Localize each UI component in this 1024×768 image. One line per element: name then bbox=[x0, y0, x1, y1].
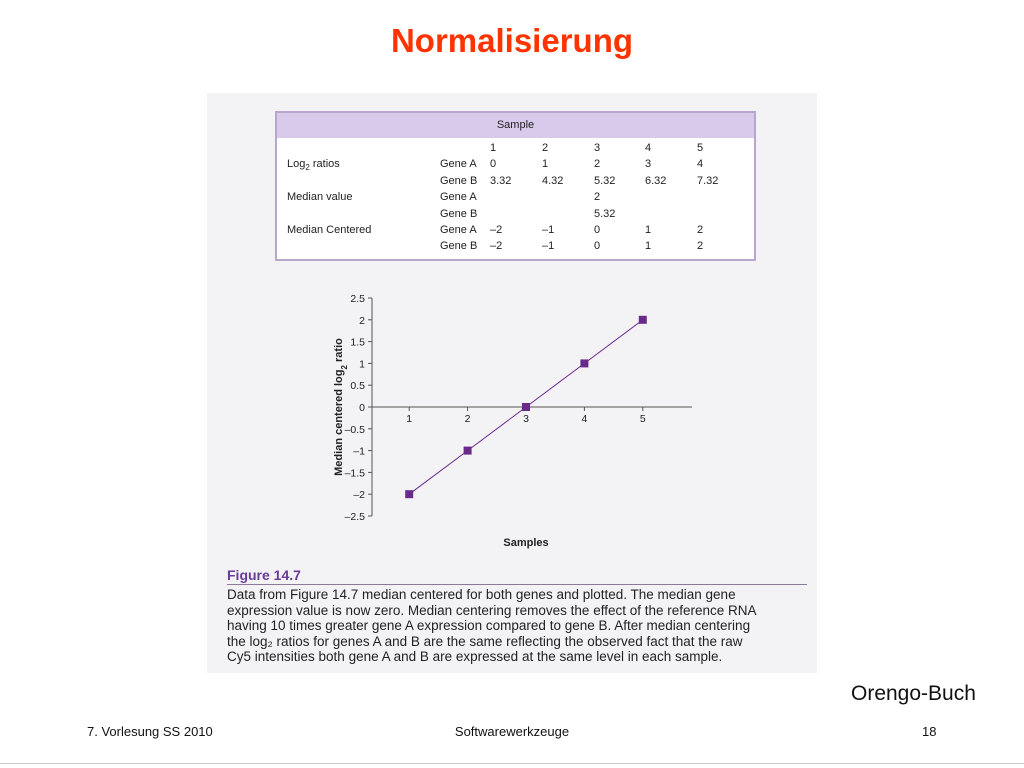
data-point bbox=[522, 403, 530, 411]
table-cell: 1 bbox=[645, 240, 652, 252]
data-point bbox=[580, 359, 588, 367]
table-cell: 5.32 bbox=[594, 175, 616, 187]
median-value-label: Median value bbox=[287, 191, 353, 203]
x-tick-label: 4 bbox=[581, 413, 588, 425]
y-tick-label: 2 bbox=[359, 314, 365, 327]
data-point bbox=[464, 447, 472, 455]
footer-course: Softwarewerkzeuge bbox=[454, 724, 570, 739]
figure-divider bbox=[227, 584, 807, 585]
table-cell: 3 bbox=[645, 158, 652, 170]
table-cell: –1 bbox=[542, 224, 555, 236]
sample-number: 1 bbox=[490, 142, 497, 154]
y-tick-label: –2 bbox=[353, 489, 365, 502]
x-tick-label: 5 bbox=[639, 413, 646, 425]
table-cell: 5.32 bbox=[594, 208, 616, 220]
table-cell: 4 bbox=[697, 158, 704, 170]
table-cell: 4.32 bbox=[542, 175, 564, 187]
caption-line: the log₂ ratios for genes A and B are the same reflecting the observed fact that the raw bbox=[227, 633, 743, 649]
table-cell: –2 bbox=[490, 224, 503, 236]
sample-number: 3 bbox=[594, 142, 601, 154]
caption-line: Cy5 intensities both gene A and B are expressed at the same level in each sample. bbox=[227, 649, 723, 665]
caption-line: Data from Figure 14.7 median centered for both genes and plotted. The median gene bbox=[227, 587, 736, 602]
gene-label: Gene B bbox=[440, 240, 478, 252]
table-cell: 7.32 bbox=[697, 175, 719, 187]
caption-line: expression value is now zero. Median centering removes the effect of the reference RNA bbox=[227, 602, 757, 618]
figure-caption bbox=[227, 587, 807, 665]
table-cell: 3.32 bbox=[490, 175, 512, 187]
gene-label: Gene B bbox=[440, 175, 478, 187]
table-cell: 2 bbox=[697, 224, 704, 236]
table-cell: 2 bbox=[594, 191, 601, 203]
source-citation: Orengo-Buch bbox=[851, 682, 976, 705]
gene-label: Gene A bbox=[440, 191, 477, 203]
page-number: 18 bbox=[922, 724, 937, 739]
footer-lecture: 7. Vorlesung SS 2010 bbox=[87, 724, 213, 739]
table-cell: –2 bbox=[490, 240, 503, 252]
table-cell: 0 bbox=[594, 224, 601, 236]
table-cell: 2 bbox=[697, 240, 704, 252]
y-axis-label: Median centered $\log_2$ ratio bbox=[333, 338, 349, 476]
gene-label: Gene B bbox=[440, 208, 478, 220]
median-centered-chart bbox=[320, 287, 710, 552]
y-tick-label: –1.5 bbox=[344, 467, 365, 480]
gene-label: Gene A bbox=[440, 158, 477, 170]
log2-ratios-label: Log$_2$ ratios bbox=[287, 158, 340, 173]
table-cell: 1 bbox=[542, 158, 549, 170]
y-tick-label: 1 bbox=[359, 358, 365, 371]
slide-title: Normalisierung bbox=[390, 22, 634, 59]
x-axis-label: Samples bbox=[503, 537, 549, 549]
y-tick-label: –2.5 bbox=[344, 511, 365, 523]
table-header: Sample bbox=[277, 113, 754, 138]
footer-divider bbox=[0, 763, 1024, 764]
table-cell: 0 bbox=[490, 158, 497, 170]
sample-number: 2 bbox=[542, 142, 549, 154]
y-tick-label: –1 bbox=[353, 445, 365, 458]
y-tick-label: 2.5 bbox=[350, 293, 365, 305]
y-tick-label: 0.5 bbox=[350, 380, 365, 393]
data-point bbox=[639, 316, 647, 324]
data-point bbox=[405, 490, 413, 498]
median-centered-label: Median Centered bbox=[287, 224, 372, 236]
y-tick-label: 0 bbox=[359, 402, 365, 414]
table-cell: 6.32 bbox=[645, 175, 667, 187]
y-tick-label: 1.5 bbox=[350, 336, 365, 349]
table-cell: –1 bbox=[542, 240, 555, 252]
figure-label: Figure 14.7 bbox=[227, 567, 301, 583]
table-cell: 0 bbox=[594, 240, 601, 252]
caption-line: having 10 times greater gene A expression compared to gene B. After median centering bbox=[227, 618, 751, 634]
y-tick-label: –0.5 bbox=[344, 423, 365, 436]
table-cell: 1 bbox=[645, 224, 652, 236]
x-tick-label: 1 bbox=[406, 413, 413, 425]
gene-label: Gene A bbox=[440, 224, 477, 236]
sample-number: 5 bbox=[697, 142, 704, 154]
sample-number: 4 bbox=[645, 142, 652, 154]
table-cell: 2 bbox=[594, 158, 601, 170]
sample-table bbox=[275, 111, 756, 261]
x-tick-label: 2 bbox=[464, 413, 471, 425]
x-tick-label: 3 bbox=[523, 413, 529, 425]
